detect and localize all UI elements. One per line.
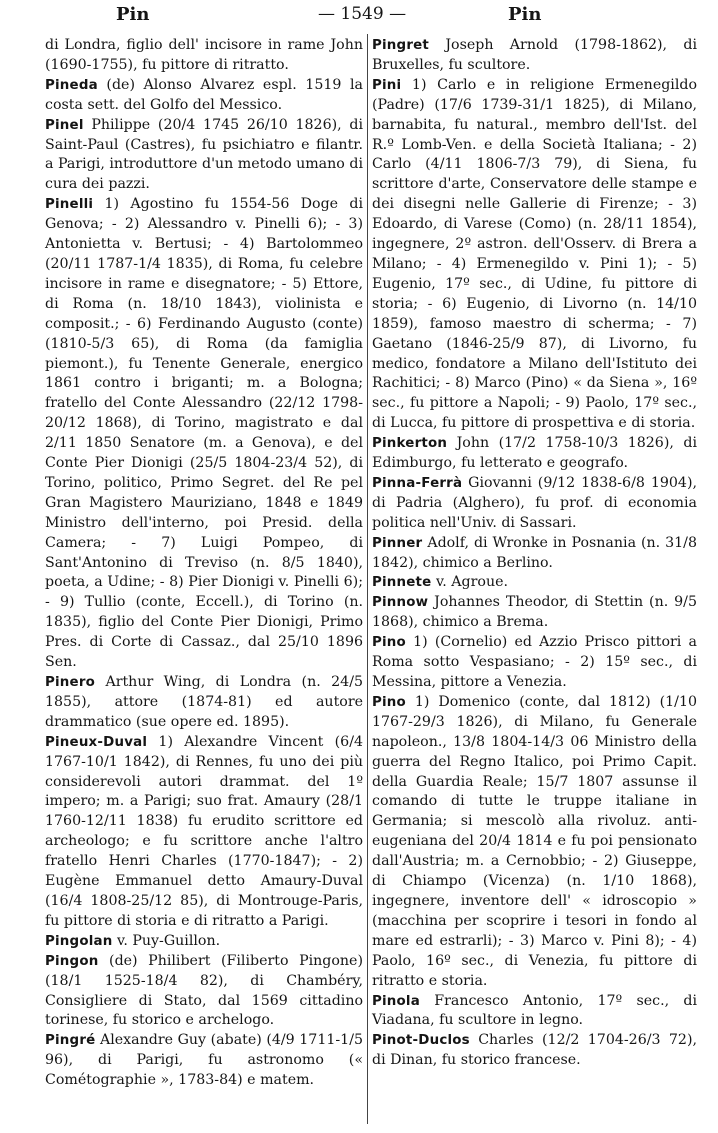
entry-headword: Pingolan — [45, 933, 113, 949]
entry-text: John (17/2 1758-10/3 1826), di Edimburgo, fu letterato e geografo. — [372, 435, 697, 472]
dictionary-entry — [45, 733, 363, 932]
dictionary-entry — [372, 434, 697, 474]
entry-text: 1) (Cornelio) ed Azzio Prisco pittori a Roma sotto Vespasiano; - 2) 15º sec., di Messina, pittore a Venezia. — [372, 634, 697, 690]
entry-text: Johannes Theodor, di Stettin (n. 9/5 1868), chimico a Brema. — [372, 594, 697, 631]
dictionary-entry — [372, 534, 697, 574]
entry-headword: Pinero — [45, 675, 96, 690]
dictionary-entry — [372, 76, 697, 434]
entry-text: Francesco Antonio, 17º sec., di Viadana, fu scultore in legno. — [372, 992, 697, 1029]
entry-text: di Londra, figlio dell' incisore in rame John (1690-1755), fu pittore di ritratto. — [45, 37, 363, 73]
header-left-keyword: Pin — [116, 4, 150, 25]
entry-text: v. Agroue. — [431, 574, 508, 591]
dictionary-entry — [372, 474, 697, 534]
entry-text: Giovanni (9/12 1838-6/8 1904), di Padria (Alghero), fu prof. di economia politica nell'Univ. di Sassari. — [372, 474, 697, 531]
entry-text: (de) Philibert (Filiberto Pingone) (18/1 1525-18/4 82), di Chambéry, Consigliere di Stato, dal 1569 cittadino torinese, fu storico e archelogo. — [45, 952, 363, 1029]
entry-headword: Pingret — [372, 38, 430, 53]
entry-headword: Pinnete — [372, 575, 432, 591]
entry-text: Arthur Wing, di Londra (n. 24/5 1855), attore (1874-81) ed autore drammatico (sue opere ed. 1895). — [45, 674, 363, 730]
entry-text: 1) Agostino fu 1554-56 Doge di Genova; - 2) Alessandro v. Pinelli 6); - 3) Antonietta v. Bertusi; - 4) Bartolommeo (20/11 1787-1/4 1835), di Roma, fu celebre incisore in rame e disegnatore; - 5) Ettore, di Roma (n. 18/10 1843), violinista e composit.; - 6) Ferdinando Augusto (conte) (1810-5/3 65), di Roma (da famiglia piemont.), fu Tenente Generale, energico 1861 contro i briganti; m. a Bologna; fratello del Conte Alessandro (22/12 1798-20/12 1868), di Torino, magistrato e dal 2/11 1850 Senatore (m. a Genova), e del Conte Pier Dionigi (25/5 1804-23/4 52), di Torino, politico, Primo Segret. del Re pel Gran Magistero Mauriziano, 1848 e 1849 Ministro dell'interno, poi Presid. della Camera; - 7) Luigi Pompeo, di Sant'Antonino di Treviso (n. 8/5 1840), poeta, a Udine; - 8) Pier Dionigi v. Pinelli 6); - 9) Tullio (conte, Eccell.), di Torino (n. 1835), figlio del Conte Pier Dionigi, Primo Pres. di Corte di Cassaz., dal 25/10 1896 Sen. — [45, 196, 363, 671]
entry-text: 1) Carlo e in religione Ermenegildo (Padre) (17/6 1739-31/1 1825), di Milano, barnabita, fu natural., membro dell'Ist. del R.º Lomb-Ven. e della Società Italiana; - 2) Carlo (4/11 1806-7/3 79), di Siena, fu scrittore d'arte, Conservatore delle stampe e dei disegni nelle Gallerie di Firenze; - 3) Edoardo, di Varese (Como) (n. 28/11 1854), ingegnere, 2º astron. dell'Osserv. di Brera a Milano; - 4) Ermenegildo v. Pini 1); - 5) Eugenio, 17º sec., di Udine, fu pittore di storia; - 6) Eugenio, di Livorno (n. 14/10 1859), famoso maestro di scherma; - 7) Gaetano (1846-25/9 87), di Livorno, fu medico, fondatore a Milano dell'Istituto dei Rachitici; - 8) Marco (Pino) « da Siena », 16º sec., fu pittore a Napoli; - 9) Paolo, 17º sec., di Lucca, fu pittore di prospettiva e di storia. — [372, 76, 697, 432]
dictionary-entry — [372, 573, 697, 593]
left-column — [45, 36, 363, 1091]
entry-text: Philippe (20/4 1745 26/10 1826), di Saint-Paul (Castres), fu psichiatro e filantr. a Parigi, introduttore d'un metodo umano di cura dei pazzi. — [45, 116, 363, 193]
dictionary-entry — [45, 116, 363, 196]
dictionary-entry — [372, 1031, 697, 1071]
page-number: — 1549 — — [318, 4, 407, 24]
dictionary-entry — [372, 36, 697, 76]
dictionary-entry — [45, 952, 363, 1032]
entry-headword: Pino — [372, 694, 406, 710]
dictionary-entry — [45, 195, 363, 673]
right-column — [372, 36, 697, 1071]
entry-headword: Pinnow — [372, 595, 429, 611]
dictionary-entry — [372, 693, 697, 992]
entry-text: v. Puy-Guillon. — [112, 932, 221, 949]
entry-headword: Pino — [372, 635, 406, 651]
entry-text: (de) Alonso Alvarez espl. 1519 la costa sett. del Golfo del Messico. — [45, 76, 363, 113]
entry-headword: Pinelli — [45, 197, 94, 213]
dictionary-entry — [372, 593, 697, 633]
entry-headword: Pingon — [45, 953, 99, 969]
entry-text: 1) Alexandre Vincent (6/4 1767-10/1 1842), di Rennes, fu uno dei più considerevoli autori drammat. del 1º impero; m. a Parigi; suo frat. Amaury (28/1 1760-12/11 1838) fu erudito scrittore ed archeologo; e fu scrittore anche l'altro fratello Henri Charles (1770-1847); - 2) Eugène Emmanuel detto Amaury-Duval (16/4 1808-25/12 85), di Montrouge-Paris, fu pittore di storia e di ritratto a Parigi. — [45, 733, 363, 929]
entry-headword: Pinna-Ferrà — [372, 475, 463, 491]
entry-headword: Pineda — [45, 77, 98, 93]
dictionary-entry — [45, 1031, 363, 1091]
entry-text: Joseph Arnold (1798-1862), di Bruxelles, fu scultore. — [372, 37, 697, 73]
entry-text: 1) Domenico (conte, dal 1812) (1/10 1767-29/3 1826), di Milano, fu Generale napoleon., 13/8 1804-14/3 06 Ministro della guerra del Regno Italico, poi Primo Capit. della Guardia Reale; 15/7 1807 assunse il comando di tutte le truppe italiane in Germania; si mescolò alla rivoluz. anti-eugeniana del 20/4 1814 e fu poi pensionato dall'Austria; m. a Cernobbio; - 2) Giuseppe, di Chiampo (Vicenza) (n. 1/10 1868), ingegnere, inventore dell' « idroscopio » (macchina per scoprire i tesori in fondo al mare ed estrarli); - 3) Marco v. Pini 8); - 4) Paolo, 16º sec., di Venezia, fu pittore di ritratto e storia. — [372, 693, 697, 989]
dictionary-entry — [372, 633, 697, 693]
entry-headword: Pinner — [372, 535, 423, 551]
entry-headword: Pinot-Duclos — [372, 1033, 470, 1049]
column-divider — [367, 34, 368, 1124]
entry-text: Adolf, di Wronke in Posnania (n. 31/8 1842), chimico a Berlino. — [372, 534, 697, 571]
entry-headword: Pingré — [45, 1033, 96, 1049]
dictionary-entry — [45, 36, 363, 76]
entry-headword: Pinola — [372, 993, 420, 1009]
header-right-keyword: Pin — [508, 4, 542, 25]
dictionary-entry — [372, 992, 697, 1032]
dictionary-entry — [45, 673, 363, 733]
entry-headword: Pinel — [45, 117, 84, 133]
entry-text: Alexandre Guy (abate) (4/9 1711-1/5 96), di Parigi, fu astronomo (« Cométographie », 1783-84) e matem. — [45, 1032, 363, 1089]
entry-text: Charles (12/2 1704-26/3 72), di Dinan, fu storico francese. — [372, 1032, 697, 1069]
page-header — [0, 0, 718, 34]
entry-headword: Pinkerton — [372, 436, 448, 452]
dictionary-entry — [45, 932, 363, 952]
entry-headword: Pini — [372, 77, 402, 93]
entry-headword: Pineux-Duval — [45, 734, 148, 750]
dictionary-entry — [45, 76, 363, 116]
